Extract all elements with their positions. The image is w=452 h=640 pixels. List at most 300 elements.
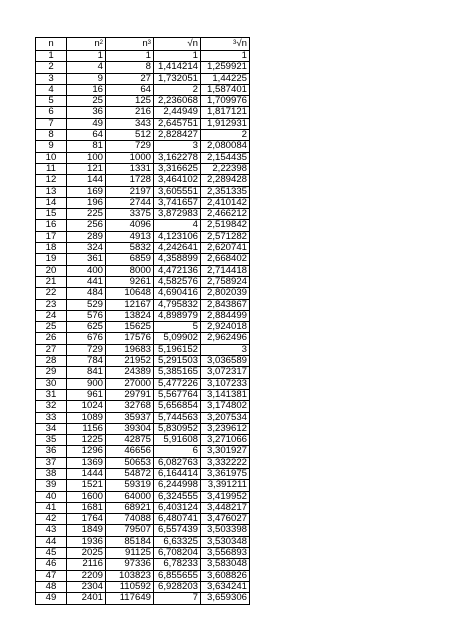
- cell-cbrt-n: 2,714418: [201, 265, 250, 276]
- cell-n-squared: 2025: [67, 548, 106, 559]
- cell-n-cubed: 15625: [106, 322, 154, 333]
- cell-sqrt-n: 1: [154, 51, 201, 62]
- cell-n-squared: 1369: [67, 457, 106, 468]
- cell-n-cubed: 68921: [106, 502, 154, 513]
- table-row: [36, 186, 250, 197]
- cell-sqrt-n: 5,385165: [154, 367, 201, 378]
- cell-sqrt-n: 5,744563: [154, 412, 201, 423]
- cell-n: 26: [36, 333, 67, 344]
- cell-n-squared: 9: [67, 73, 106, 84]
- cell-cbrt-n: 2,924018: [201, 322, 250, 333]
- header-row: [36, 38, 250, 51]
- cell-cbrt-n: 2,410142: [201, 197, 250, 208]
- cell-n-cubed: 59319: [106, 480, 154, 491]
- header-cbrt-n: $^3$√n: [201, 38, 250, 51]
- table-row: [36, 389, 250, 400]
- cell-n-cubed: 4096: [106, 220, 154, 231]
- cell-sqrt-n: 6,855655: [154, 570, 201, 581]
- table-row: [36, 152, 250, 163]
- cell-cbrt-n: 2,571282: [201, 231, 250, 242]
- cell-n-squared: 81: [67, 141, 106, 152]
- table-row: [36, 243, 250, 254]
- cell-n: 44: [36, 536, 67, 547]
- cell-n-cubed: 729: [106, 141, 154, 152]
- cell-cbrt-n: 2,758924: [201, 276, 250, 287]
- cell-sqrt-n: 4,242641: [154, 243, 201, 254]
- cell-n-squared: 4: [67, 62, 106, 73]
- cell-cbrt-n: 3,271066: [201, 435, 250, 446]
- cell-n-squared: 289: [67, 231, 106, 242]
- cell-sqrt-n: 3,162278: [154, 152, 201, 163]
- cell-cbrt-n: 2,22398: [201, 163, 250, 174]
- cell-n-cubed: 50653: [106, 457, 154, 468]
- cell-n: 7: [36, 118, 67, 129]
- cell-n-squared: 196: [67, 197, 106, 208]
- cell-n-squared: 1024: [67, 401, 106, 412]
- cell-n: 11: [36, 163, 67, 174]
- table-row: [36, 468, 250, 479]
- table-body: [36, 51, 250, 605]
- cell-sqrt-n: 3,605551: [154, 186, 201, 197]
- cell-n: 19: [36, 254, 67, 265]
- cell-n-squared: 49: [67, 118, 106, 129]
- table-row: [36, 514, 250, 525]
- cell-n-squared: 1936: [67, 536, 106, 547]
- cell-n: 43: [36, 525, 67, 536]
- table-row: [36, 118, 250, 129]
- cell-sqrt-n: 6,082763: [154, 457, 201, 468]
- table-row: [36, 378, 250, 389]
- cell-n: 21: [36, 276, 67, 287]
- cell-n: 38: [36, 468, 67, 479]
- cell-cbrt-n: 3,141381: [201, 389, 250, 400]
- cell-n: 2: [36, 62, 67, 73]
- cell-cbrt-n: 1,709976: [201, 96, 250, 107]
- table-row: [36, 401, 250, 412]
- data-table: [35, 37, 250, 605]
- table-row: [36, 333, 250, 344]
- table-row: [36, 96, 250, 107]
- cell-n: 10: [36, 152, 67, 163]
- cell-n: 4: [36, 84, 67, 95]
- cell-n-cubed: 74088: [106, 514, 154, 525]
- cell-cbrt-n: 2,080084: [201, 141, 250, 152]
- cell-sqrt-n: 5,830952: [154, 423, 201, 434]
- cell-n-cubed: 8000: [106, 265, 154, 276]
- cell-n-squared: 1444: [67, 468, 106, 479]
- cell-n-squared: 841: [67, 367, 106, 378]
- cell-cbrt-n: 3,174802: [201, 401, 250, 412]
- cell-cbrt-n: 3,476027: [201, 514, 250, 525]
- cell-n: 15: [36, 209, 67, 220]
- table-row: [36, 322, 250, 333]
- table-row: [36, 559, 250, 570]
- cell-cbrt-n: 2,884499: [201, 310, 250, 321]
- cell-n: 23: [36, 299, 67, 310]
- cell-n-cubed: 1728: [106, 175, 154, 186]
- cell-n: 17: [36, 231, 67, 242]
- cell-sqrt-n: 5: [154, 322, 201, 333]
- cell-sqrt-n: 6,557439: [154, 525, 201, 536]
- cell-sqrt-n: 4,123106: [154, 231, 201, 242]
- cell-cbrt-n: 3,503398: [201, 525, 250, 536]
- cell-n-cubed: 46656: [106, 446, 154, 457]
- cell-n-squared: 1156: [67, 423, 106, 434]
- cell-n-squared: 961: [67, 389, 106, 400]
- table-row: [36, 548, 250, 559]
- cell-n-squared: 16: [67, 84, 106, 95]
- cell-n-squared: 1521: [67, 480, 106, 491]
- cell-n: 35: [36, 435, 67, 446]
- cell-n: 27: [36, 344, 67, 355]
- cell-n-cubed: 343: [106, 118, 154, 129]
- cell-n-cubed: 216: [106, 107, 154, 118]
- table-row: [36, 502, 250, 513]
- cell-n-cubed: 21952: [106, 356, 154, 367]
- cell-sqrt-n: 5,291503: [154, 356, 201, 367]
- cell-sqrt-n: 1,414214: [154, 62, 201, 73]
- cell-n-squared: 2304: [67, 581, 106, 592]
- table-row: [36, 356, 250, 367]
- cell-n-squared: 1089: [67, 412, 106, 423]
- cell-n-squared: 1764: [67, 514, 106, 525]
- cell-cbrt-n: 3,583048: [201, 559, 250, 570]
- cell-n-cubed: 64: [106, 84, 154, 95]
- cell-n: 6: [36, 107, 67, 118]
- cell-cbrt-n: 3,419952: [201, 491, 250, 502]
- cell-n-cubed: 110592: [106, 581, 154, 592]
- table-row: [36, 254, 250, 265]
- cell-n-squared: 529: [67, 299, 106, 310]
- cell-n: 18: [36, 243, 67, 254]
- cell-n-cubed: 13824: [106, 310, 154, 321]
- cell-cbrt-n: 3,530348: [201, 536, 250, 547]
- cell-n: 45: [36, 548, 67, 559]
- cell-n-cubed: 3375: [106, 209, 154, 220]
- cell-n: 31: [36, 389, 67, 400]
- cell-n: 49: [36, 593, 67, 604]
- cell-sqrt-n: 2,828427: [154, 130, 201, 141]
- cell-cbrt-n: 2,620741: [201, 243, 250, 254]
- cell-n-cubed: 85184: [106, 536, 154, 547]
- table-row: [36, 480, 250, 491]
- cell-cbrt-n: 3,659306: [201, 593, 250, 604]
- table-row: [36, 581, 250, 592]
- cell-cbrt-n: 3,239612: [201, 423, 250, 434]
- cell-sqrt-n: 2,645751: [154, 118, 201, 129]
- cell-cbrt-n: 2,519842: [201, 220, 250, 231]
- cell-sqrt-n: 2,236068: [154, 96, 201, 107]
- cell-n-cubed: 27: [106, 73, 154, 84]
- cell-n-cubed: 35937: [106, 412, 154, 423]
- cell-n-cubed: 32768: [106, 401, 154, 412]
- cell-cbrt-n: 3: [201, 344, 250, 355]
- cell-n-cubed: 42875: [106, 435, 154, 446]
- cell-sqrt-n: 5,567764: [154, 389, 201, 400]
- cell-n-squared: 225: [67, 209, 106, 220]
- cell-n: 5: [36, 96, 67, 107]
- cell-n-cubed: 117649: [106, 593, 154, 604]
- cell-sqrt-n: 6,164414: [154, 468, 201, 479]
- table-row: [36, 220, 250, 231]
- cell-n-cubed: 27000: [106, 378, 154, 389]
- cell-n-cubed: 1331: [106, 163, 154, 174]
- cell-sqrt-n: 5,477226: [154, 378, 201, 389]
- cell-sqrt-n: 4,472136: [154, 265, 201, 276]
- cell-sqrt-n: 3,872983: [154, 209, 201, 220]
- cell-n-cubed: 12167: [106, 299, 154, 310]
- cell-n-cubed: 2197: [106, 186, 154, 197]
- cell-cbrt-n: 3,391211: [201, 480, 250, 491]
- cell-cbrt-n: 3,332222: [201, 457, 250, 468]
- cell-cbrt-n: 1,912931: [201, 118, 250, 129]
- table-row: [36, 209, 250, 220]
- table-row: [36, 175, 250, 186]
- table-row: [36, 62, 250, 73]
- cell-n-squared: 1600: [67, 491, 106, 502]
- table-row: [36, 231, 250, 242]
- header-n: n: [36, 38, 67, 51]
- cell-n: 40: [36, 491, 67, 502]
- cell-sqrt-n: 1,732051: [154, 73, 201, 84]
- cell-cbrt-n: 1: [201, 51, 250, 62]
- cell-sqrt-n: 6,928203: [154, 581, 201, 592]
- cell-cbrt-n: 3,207534: [201, 412, 250, 423]
- cell-cbrt-n: 3,608826: [201, 570, 250, 581]
- cell-sqrt-n: 5,91608: [154, 435, 201, 446]
- cell-sqrt-n: 6,708204: [154, 548, 201, 559]
- cell-n-cubed: 19683: [106, 344, 154, 355]
- cell-n-squared: 2209: [67, 570, 106, 581]
- cell-n-cubed: 10648: [106, 288, 154, 299]
- cell-n-squared: 676: [67, 333, 106, 344]
- table-row: [36, 593, 250, 604]
- cell-n-squared: 1: [67, 51, 106, 62]
- cell-n-squared: 64: [67, 130, 106, 141]
- cell-sqrt-n: 5,196152: [154, 344, 201, 355]
- cell-sqrt-n: 3,316625: [154, 163, 201, 174]
- header-sqrt-n: √n: [154, 38, 201, 51]
- cell-cbrt-n: 2,289428: [201, 175, 250, 186]
- cell-n: 37: [36, 457, 67, 468]
- cell-n-squared: 36: [67, 107, 106, 118]
- cell-sqrt-n: 4: [154, 220, 201, 231]
- cell-n: 36: [36, 446, 67, 457]
- cell-cbrt-n: 1,587401: [201, 84, 250, 95]
- cell-n: 30: [36, 378, 67, 389]
- cell-n-squared: 361: [67, 254, 106, 265]
- cell-sqrt-n: 4,898979: [154, 310, 201, 321]
- cell-sqrt-n: 3,741657: [154, 197, 201, 208]
- table-row: [36, 367, 250, 378]
- cell-n-cubed: 1: [106, 51, 154, 62]
- cell-n-squared: 900: [67, 378, 106, 389]
- cell-cbrt-n: 2,843867: [201, 299, 250, 310]
- cell-n: 3: [36, 73, 67, 84]
- cell-n-squared: 576: [67, 310, 106, 321]
- cell-n: 9: [36, 141, 67, 152]
- cell-sqrt-n: 6,78233: [154, 559, 201, 570]
- cell-sqrt-n: 4,690416: [154, 288, 201, 299]
- table-row: [36, 435, 250, 446]
- table-row: [36, 265, 250, 276]
- cell-cbrt-n: 3,072317: [201, 367, 250, 378]
- cell-n-squared: 100: [67, 152, 106, 163]
- cell-cbrt-n: 1,817121: [201, 107, 250, 118]
- cell-sqrt-n: 4,795832: [154, 299, 201, 310]
- cell-n-cubed: 1000: [106, 152, 154, 163]
- cell-n-squared: 625: [67, 322, 106, 333]
- cell-sqrt-n: 7: [154, 593, 201, 604]
- cell-n-cubed: 512: [106, 130, 154, 141]
- cell-sqrt-n: 4,358899: [154, 254, 201, 265]
- cell-n: 8: [36, 130, 67, 141]
- cell-n-cubed: 91125: [106, 548, 154, 559]
- cell-n: 22: [36, 288, 67, 299]
- cell-n-squared: 784: [67, 356, 106, 367]
- cell-n-cubed: 9261: [106, 276, 154, 287]
- cell-cbrt-n: 3,361975: [201, 468, 250, 479]
- cell-n: 28: [36, 356, 67, 367]
- cell-n-squared: 144: [67, 175, 106, 186]
- cell-n-squared: 1296: [67, 446, 106, 457]
- cell-sqrt-n: 3,464102: [154, 175, 201, 186]
- header-n-cubed: $n^3$: [106, 38, 154, 51]
- table-row: [36, 107, 250, 118]
- table-row: [36, 51, 250, 62]
- cell-n-squared: 324: [67, 243, 106, 254]
- cell-n-squared: 1681: [67, 502, 106, 513]
- cell-cbrt-n: 3,448217: [201, 502, 250, 513]
- cell-cbrt-n: 2: [201, 130, 250, 141]
- cell-n: 12: [36, 175, 67, 186]
- cell-n-cubed: 17576: [106, 333, 154, 344]
- cell-cbrt-n: 2,802039: [201, 288, 250, 299]
- cell-n-squared: 484: [67, 288, 106, 299]
- cell-n-squared: 1225: [67, 435, 106, 446]
- table-row: [36, 423, 250, 434]
- table-row: [36, 344, 250, 355]
- cell-sqrt-n: 6,63325: [154, 536, 201, 547]
- header-n-squared: $n^2$: [67, 38, 106, 51]
- table-row: [36, 163, 250, 174]
- cell-cbrt-n: 2,154435: [201, 152, 250, 163]
- cell-n-squared: 25: [67, 96, 106, 107]
- table-row: [36, 570, 250, 581]
- cell-n-cubed: 64000: [106, 491, 154, 502]
- cell-n: 47: [36, 570, 67, 581]
- cell-n-squared: 256: [67, 220, 106, 231]
- cell-n-squared: 400: [67, 265, 106, 276]
- table-row: [36, 299, 250, 310]
- cell-n-squared: 121: [67, 163, 106, 174]
- table-row: [36, 457, 250, 468]
- cell-n: 48: [36, 581, 67, 592]
- cell-n: 39: [36, 480, 67, 491]
- cell-n: 46: [36, 559, 67, 570]
- cell-n: 14: [36, 197, 67, 208]
- cell-n-squared: 169: [67, 186, 106, 197]
- cell-n-cubed: 2744: [106, 197, 154, 208]
- cell-n-cubed: 103823: [106, 570, 154, 581]
- cell-n: 25: [36, 322, 67, 333]
- cell-n-cubed: 8: [106, 62, 154, 73]
- cell-n-squared: 441: [67, 276, 106, 287]
- table-row: [36, 141, 250, 152]
- table-row: [36, 491, 250, 502]
- cell-n-squared: 729: [67, 344, 106, 355]
- cell-n: 29: [36, 367, 67, 378]
- cell-cbrt-n: 2,351335: [201, 186, 250, 197]
- cell-n-cubed: 79507: [106, 525, 154, 536]
- cell-sqrt-n: 6,403124: [154, 502, 201, 513]
- table-row: [36, 276, 250, 287]
- cell-n-cubed: 5832: [106, 243, 154, 254]
- cell-cbrt-n: 2,962496: [201, 333, 250, 344]
- cell-cbrt-n: 1,44225: [201, 73, 250, 84]
- table-row: [36, 446, 250, 457]
- cell-n: 24: [36, 310, 67, 321]
- cell-n-cubed: 24389: [106, 367, 154, 378]
- cell-sqrt-n: 5,09902: [154, 333, 201, 344]
- cell-cbrt-n: 1,259921: [201, 62, 250, 73]
- cell-n-squared: 2116: [67, 559, 106, 570]
- table-row: [36, 412, 250, 423]
- table-row: [36, 525, 250, 536]
- table-row: [36, 84, 250, 95]
- cell-n: 33: [36, 412, 67, 423]
- table-row: [36, 288, 250, 299]
- cell-sqrt-n: 4,582576: [154, 276, 201, 287]
- cell-n-cubed: 6859: [106, 254, 154, 265]
- cell-n-cubed: 54872: [106, 468, 154, 479]
- cell-sqrt-n: 5,656854: [154, 401, 201, 412]
- table-row: [36, 73, 250, 84]
- cell-sqrt-n: 3: [154, 141, 201, 152]
- cell-cbrt-n: 2,668402: [201, 254, 250, 265]
- cell-cbrt-n: 3,301927: [201, 446, 250, 457]
- cell-n-cubed: 125: [106, 96, 154, 107]
- cell-n-cubed: 4913: [106, 231, 154, 242]
- cell-n: 42: [36, 514, 67, 525]
- cell-n: 32: [36, 401, 67, 412]
- cell-sqrt-n: 2: [154, 84, 201, 95]
- cell-n: 41: [36, 502, 67, 513]
- cell-sqrt-n: 6,480741: [154, 514, 201, 525]
- table-row: [36, 130, 250, 141]
- cell-cbrt-n: 3,556893: [201, 548, 250, 559]
- cell-cbrt-n: 3,634241: [201, 581, 250, 592]
- cell-n: 34: [36, 423, 67, 434]
- cell-sqrt-n: 6,244998: [154, 480, 201, 491]
- cell-cbrt-n: 3,107233: [201, 378, 250, 389]
- cell-n: 1: [36, 51, 67, 62]
- cell-n-cubed: 39304: [106, 423, 154, 434]
- cell-n: 20: [36, 265, 67, 276]
- cell-n: 13: [36, 186, 67, 197]
- table-row: [36, 197, 250, 208]
- cell-cbrt-n: 2,466212: [201, 209, 250, 220]
- cell-sqrt-n: 6: [154, 446, 201, 457]
- cell-n-squared: 2401: [67, 593, 106, 604]
- table-row: [36, 310, 250, 321]
- cell-n-cubed: 29791: [106, 389, 154, 400]
- cell-cbrt-n: 3,036589: [201, 356, 250, 367]
- cell-n: 16: [36, 220, 67, 231]
- table-row: [36, 536, 250, 547]
- cell-sqrt-n: 2,44949: [154, 107, 201, 118]
- cell-sqrt-n: 6,324555: [154, 491, 201, 502]
